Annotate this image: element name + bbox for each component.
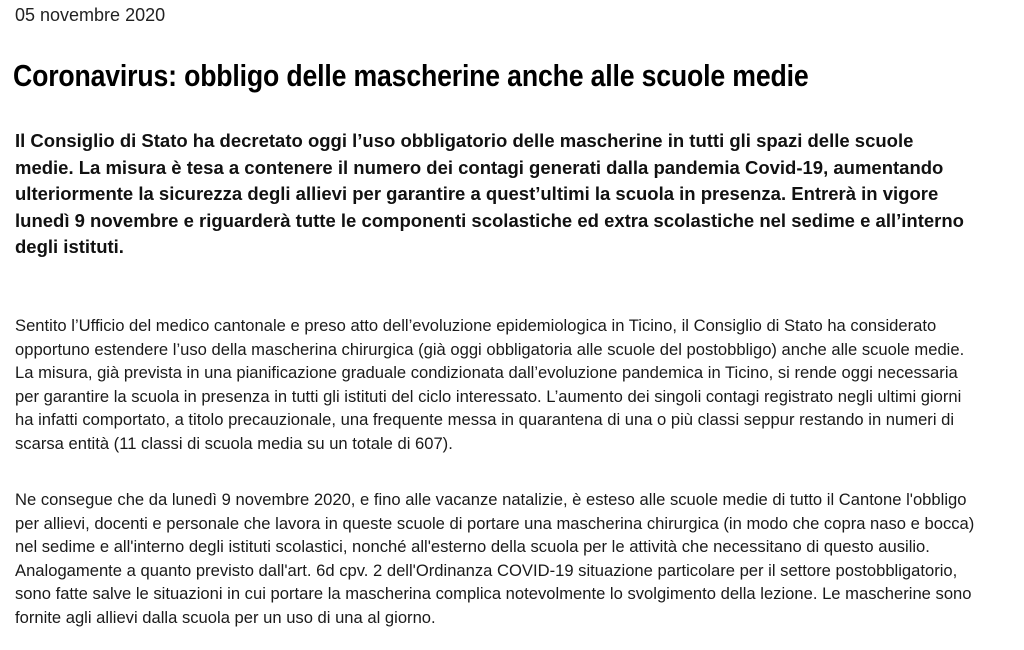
article-lead: Il Consiglio di Stato ha decretato oggi l’uso obbligatorio delle mascherine in tutti gli spazi delle scuole medie. La misura è tesa a contenere il numero dei contagi generati dalla pandemia Covid-19, aumentando ulteriormente la sicurezza degli allievi per garantire a quest’ultimi la scuola in presenza. Entrerà in vigore lunedì 9 novembre e riguarderà tutte le componenti scolastiche ed extra scolastiche nel sedime e all’interno degli istituti. [15, 130, 964, 257]
article-paragraph-1: Sentito l’Ufficio del medico cantonale e preso atto dell’evoluzione epidemiologica in Ticino, il Consiglio di Stato ha considerato opportuno estendere l’uso della mascherina chirurgica (già oggi obbligatoria alle scuole del postobbligo) anche alle scuole medie. La misura, già prevista in una pianificazione graduale condizionata dall’evoluzione pandemica in Ticino, si rende oggi necessaria per garantire la scuola in presenza in tutti gli istituti del ciclo interessato. L’aumento dei singoli contagi registrato negli ultimi giorni ha infatti comportato, a titolo precauzionale, una frequente messa in quarantena di una o più classi seppur restando in numeri di scarsa entità (11 classi di scuola media su un totale di 607). [15, 316, 965, 453]
article-title: Coronavirus: obbligo delle mascherine anche alle scuole medie [13, 58, 809, 93]
article-paragraph-2: Ne consegue che da lunedì 9 novembre 2020, e fino alle vacanze natalizie, è esteso alle scuole medie di tutto il Cantone l'obbligo per allievi, docenti e personale che lavora in queste scuole di portare una mascherina chirurgica (in modo che copra naso e bocca) nel sedime e all'interno degli istituti scolastici, nonché all'esterno della scuola per le attività che necessitano di questo ausilio. Analogamente a quanto previsto dall'art. 6d cpv. 2 dell'Ordinanza COVID-19 situazione particolare per il settore postobbligatorio, sono fatte salve le situazioni in cui portare la mascherina complica notevolmente lo svolgimento della lezione. Le mascherine sono fornite agli allievi dalla scuola per un uso di una al giorno. [15, 490, 975, 627]
article-date: 05 novembre 2020 [15, 5, 166, 25]
